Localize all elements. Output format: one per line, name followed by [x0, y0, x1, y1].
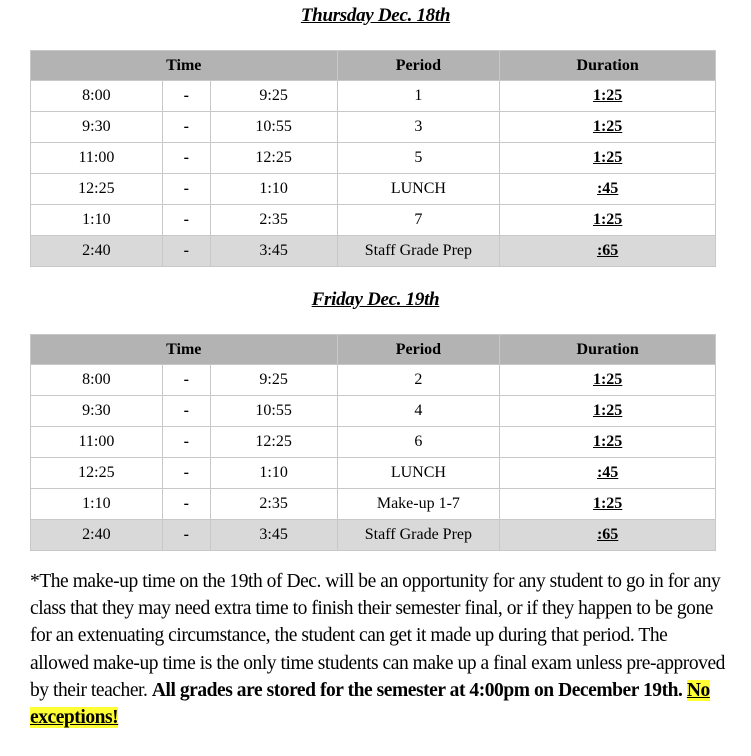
period-header: Period — [337, 335, 500, 365]
period-header: Period — [337, 51, 500, 81]
start-time: 1:10 — [31, 205, 163, 236]
start-time: 2:40 — [31, 520, 163, 551]
duration-cell: :65 — [500, 520, 716, 551]
table-row — [31, 458, 716, 489]
thursday-title: Thursday Dec. 18th — [300, 5, 451, 26]
table-row — [31, 236, 716, 267]
header-row — [31, 335, 716, 365]
duration-cell: 1:25 — [500, 81, 716, 112]
duration-cell: 1:25 — [500, 489, 716, 520]
time-header: Time — [31, 51, 338, 81]
table-row — [31, 520, 716, 551]
makeup-note — [30, 568, 730, 731]
note-text: *The make-up time on the 19th of Dec. will be an opportunity for any student to go in for any class that they may need extra time to finish their semester final, or if they happen to be gone for an extenuating circumstance, the student can get it made up during that period. The allowed make-up time is the only time students can make up a final exam unless pre-approved by their teacher. — [30, 571, 725, 701]
duration-cell: :45 — [500, 174, 716, 205]
end-time: 2:35 — [210, 205, 337, 236]
time-separator: - — [162, 458, 210, 489]
end-time: 1:10 — [210, 458, 337, 489]
end-time: 10:55 — [210, 112, 337, 143]
time-separator: - — [162, 396, 210, 427]
friday-schedule-table — [30, 334, 716, 551]
thursday-schedule-table — [30, 50, 716, 267]
table-row — [31, 365, 716, 396]
period-cell: 1 — [337, 81, 500, 112]
period-cell: 3 — [337, 112, 500, 143]
header-row — [31, 51, 716, 81]
period-cell: 2 — [337, 365, 500, 396]
table-row — [31, 489, 716, 520]
note-bold: All grades are stored for the semester at 4:00pm on December 19th. — [151, 679, 683, 701]
duration-cell: :45 — [500, 458, 716, 489]
start-time: 12:25 — [31, 174, 163, 205]
time-header: Time — [31, 335, 338, 365]
period-cell: 6 — [337, 427, 500, 458]
time-separator: - — [162, 205, 210, 236]
start-time: 11:00 — [31, 427, 163, 458]
period-cell: 7 — [337, 205, 500, 236]
end-time: 2:35 — [210, 489, 337, 520]
start-time: 9:30 — [31, 396, 163, 427]
duration-header: Duration — [500, 51, 716, 81]
end-time: 10:55 — [210, 396, 337, 427]
end-time: 3:45 — [210, 236, 337, 267]
duration-cell: :65 — [500, 236, 716, 267]
start-time: 8:00 — [31, 365, 163, 396]
table-row — [31, 396, 716, 427]
time-separator: - — [162, 489, 210, 520]
start-time: 11:00 — [31, 143, 163, 174]
end-time: 9:25 — [210, 365, 337, 396]
time-separator: - — [162, 112, 210, 143]
end-time: 9:25 — [210, 81, 337, 112]
period-cell: Staff Grade Prep — [337, 236, 500, 267]
duration-cell: 1:25 — [500, 143, 716, 174]
time-separator: - — [162, 520, 210, 551]
table-row — [31, 205, 716, 236]
period-cell: LUNCH — [337, 458, 500, 489]
duration-cell: 1:25 — [500, 427, 716, 458]
time-separator: - — [162, 427, 210, 458]
start-time: 2:40 — [31, 236, 163, 267]
table-row — [31, 81, 716, 112]
duration-cell: 1:25 — [500, 396, 716, 427]
duration-header: Duration — [500, 335, 716, 365]
start-time: 8:00 — [31, 81, 163, 112]
start-time: 1:10 — [31, 489, 163, 520]
period-cell: Make-up 1-7 — [337, 489, 500, 520]
time-separator: - — [162, 236, 210, 267]
friday-title: Friday Dec. 19th — [311, 289, 440, 310]
start-time: 9:30 — [31, 112, 163, 143]
time-separator: - — [162, 143, 210, 174]
end-time: 1:10 — [210, 174, 337, 205]
no-exceptions-highlight: No exceptions! — [30, 679, 710, 729]
table-row — [31, 112, 716, 143]
end-time: 12:25 — [210, 427, 337, 458]
time-separator: - — [162, 81, 210, 112]
table-row — [31, 427, 716, 458]
table-row — [31, 143, 716, 174]
period-cell: Staff Grade Prep — [337, 520, 500, 551]
period-cell: LUNCH — [337, 174, 500, 205]
duration-cell: 1:25 — [500, 112, 716, 143]
period-cell: 5 — [337, 143, 500, 174]
period-cell: 4 — [337, 396, 500, 427]
duration-cell: 1:25 — [500, 205, 716, 236]
end-time: 12:25 — [210, 143, 337, 174]
time-separator: - — [162, 365, 210, 396]
end-time: 3:45 — [210, 520, 337, 551]
duration-cell: 1:25 — [500, 365, 716, 396]
table-row — [31, 174, 716, 205]
start-time: 12:25 — [31, 458, 163, 489]
time-separator: - — [162, 174, 210, 205]
